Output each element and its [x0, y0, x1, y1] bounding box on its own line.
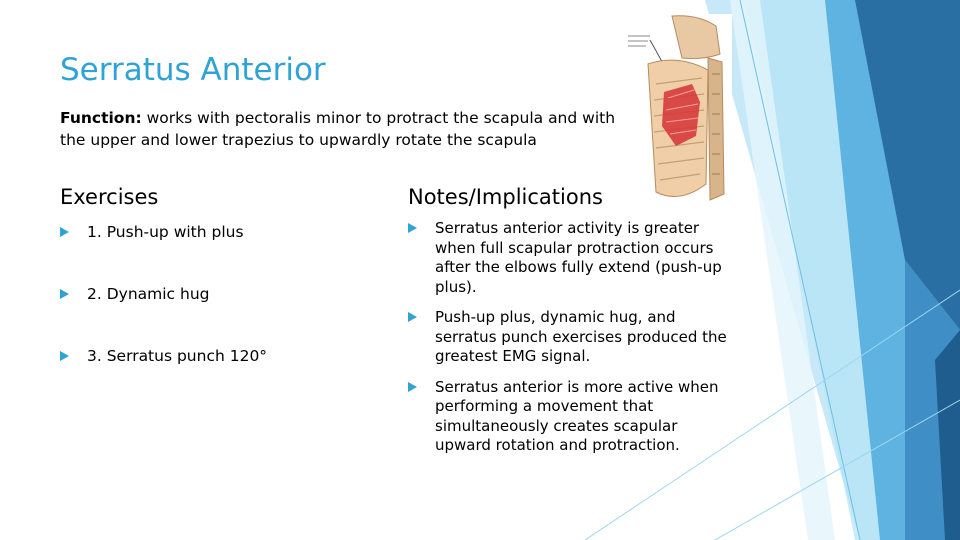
list-item [60, 345, 350, 407]
exercises-heading: Exercises [60, 185, 159, 209]
list-item [60, 283, 350, 345]
note-text: Serratus anterior activity is greater when full scapular protraction occurs after the elbows fully extend (push-up plus). [435, 219, 722, 296]
list-item [408, 308, 738, 367]
list-item [408, 378, 738, 456]
exercise-text: 3. Serratus punch 120° [87, 347, 268, 365]
list-item [60, 221, 350, 283]
bullet-arrow-icon [60, 227, 69, 237]
list-item [408, 219, 738, 297]
slide-title: Serratus Anterior [60, 52, 326, 88]
bullet-arrow-icon [60, 351, 69, 361]
function-label: Function: [60, 109, 142, 127]
function-description [60, 107, 620, 151]
exercise-text: 1. Push-up with plus [87, 223, 244, 241]
anatomy-illustration [620, 14, 732, 206]
note-text: Serratus anterior is more active when performing a movement that simultaneously creates scapular upward rotation and protraction. [435, 377, 719, 454]
exercises-list [60, 221, 350, 407]
function-text: works with pectoralis minor to protract the scapula and with the upper and lower trapezius to upwardly rotate the scapula [60, 109, 616, 149]
bullet-arrow-icon [408, 312, 417, 322]
bullet-arrow-icon [408, 382, 417, 392]
bullet-arrow-icon [408, 223, 417, 233]
exercise-text: 2. Dynamic hug [87, 285, 210, 303]
bullet-arrow-icon [60, 289, 69, 299]
notes-heading: Notes/Implications [408, 185, 603, 209]
notes-list [408, 219, 738, 467]
note-text: Push-up plus, dynamic hug, and serratus punch exercises produced the greatest EMG signal. [435, 308, 727, 365]
